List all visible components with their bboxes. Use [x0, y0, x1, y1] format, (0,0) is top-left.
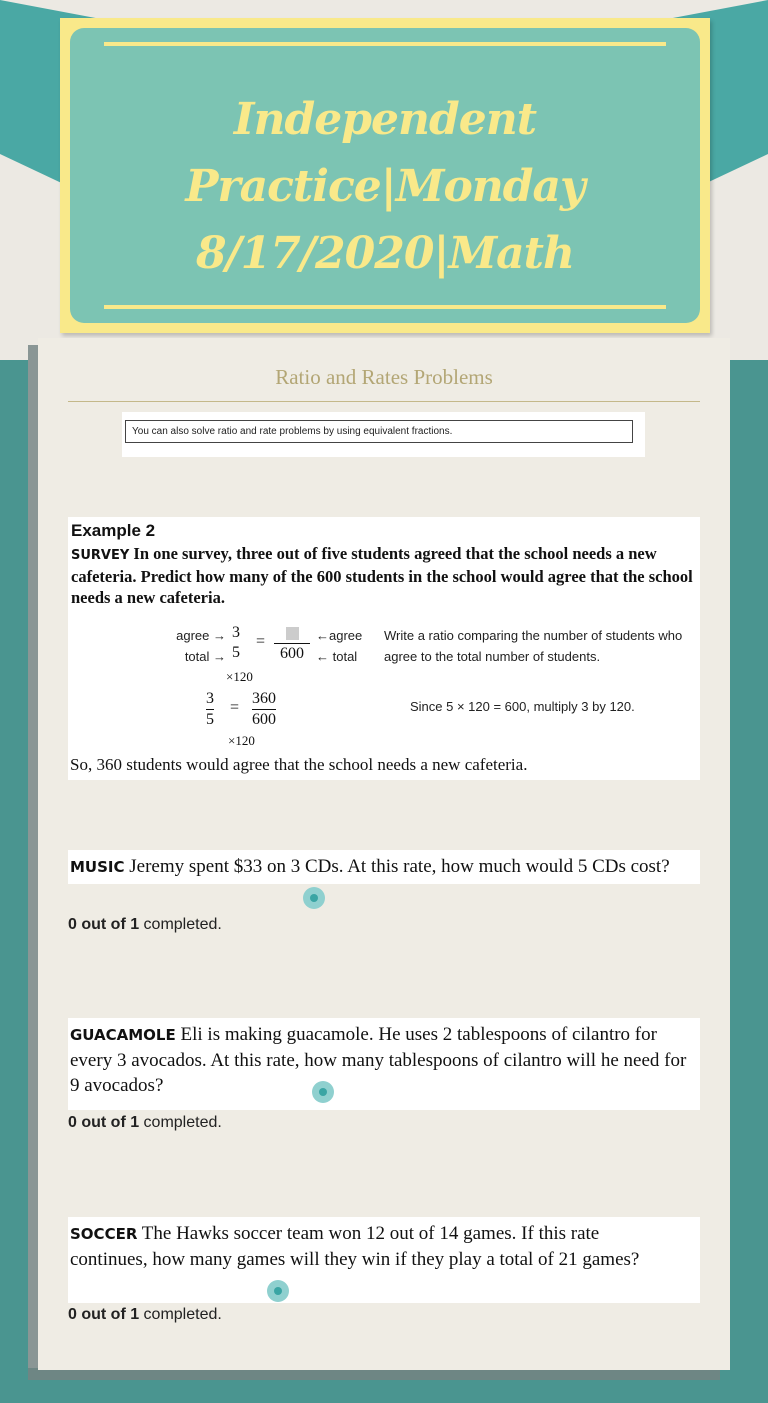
- completion-status: 0 out of 1 completed.: [68, 916, 222, 933]
- content-panel: [38, 338, 730, 1370]
- problem-text: In one survey, three out of five students agreed that the school needs a new cafeteria. Predict how many of the 600 students in the school would agree that the school needs a new cafeteria.: [71, 544, 693, 607]
- completion-status: 0 out of 1 completed.: [68, 1114, 222, 1131]
- divider: [104, 42, 666, 46]
- divider: [104, 305, 666, 309]
- example-problem: [71, 543, 697, 608]
- divider: [68, 401, 700, 402]
- section-title: Ratio and Rates Problems: [275, 365, 493, 389]
- example-heading: Example 2: [71, 521, 156, 540]
- answer-hotspot[interactable]: [303, 887, 325, 909]
- example-image: [68, 517, 700, 780]
- answer-hotspot[interactable]: [267, 1280, 289, 1302]
- page-title: Independent Practice|Monday 8/17/2020|Math: [185, 94, 585, 279]
- note-image: [122, 412, 645, 457]
- completion-status: 0 out of 1 completed.: [68, 1306, 222, 1323]
- problem-tag: SURVEY: [71, 548, 130, 563]
- multiply-row: ×120 $\frac{3}{5}$ = $\frac{360}{600}$ ×120 Since 5 × 120 = 600, multiply 3 by 120.: [206, 669, 635, 748]
- answer-hotspot[interactable]: [312, 1081, 334, 1103]
- note-text: You can also solve ratio and rate problems by using equivalent fractions.: [125, 420, 633, 443]
- ratio-row: agree → total → 3 5 = 600 ←agree ← total Write a ratio comparing the number of students who agree to the total number of students.: [176, 624, 683, 664]
- question-guacamole: GUACAMOLE Eli is making guacamole. He uses 2 tablespoons of cilantro for every 3 avocados. At this rate, how many tablespoons of cilantro will he need for 9 avocados?: [68, 1018, 700, 1110]
- title-card: [60, 18, 710, 333]
- example-conclusion: So, 360 students would agree that the school needs a new cafeteria.: [70, 755, 528, 774]
- question-soccer: SOCCER The Hawks soccer team won 12 out of 14 games. If this rate continues, how many games will they win if they play a total of 21 games?: [68, 1217, 700, 1303]
- question-music: MUSIC Jeremy spent $33 on 3 CDs. At this rate, how much would 5 CDs cost?: [68, 850, 700, 884]
